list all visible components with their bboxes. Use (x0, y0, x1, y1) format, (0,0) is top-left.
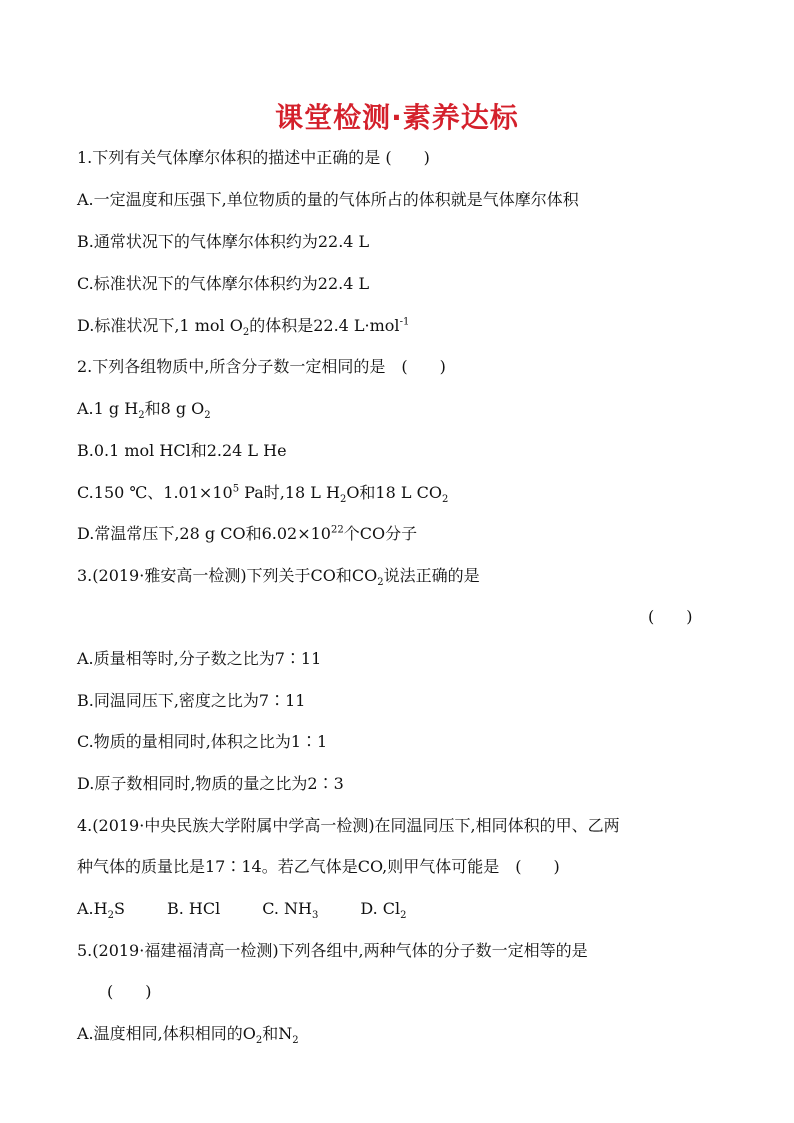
q1d-text-1: D.标准状况下,1 mol O (77, 316, 243, 335)
question-2-option-c (77, 482, 448, 504)
question-1-option-b: B.通常状况下的气体摩尔体积约为22.4 L (77, 232, 370, 251)
q1d-sub: 2 (242, 327, 250, 339)
q2c-text-3: O和18 L CO (346, 483, 442, 502)
question-5-answer-paren: ( ) (107, 982, 152, 1001)
question-4-option-d (360, 899, 407, 922)
question-3-option-a: A.质量相等时,分子数之比为7∶11 (77, 649, 322, 668)
question-4-option-a (77, 899, 125, 922)
q2d-text-1: D.常温常压下,28 g CO和6.02×10 (77, 524, 331, 543)
q4c-sub: 3 (311, 910, 319, 922)
question-5-option-a (77, 1023, 299, 1045)
q4d-sub: 2 (400, 910, 407, 922)
q2c-sub-1: 2 (339, 494, 347, 506)
q4a-text-1: A.H (77, 899, 108, 918)
q2d-text-2: 个CO分子 (343, 524, 418, 543)
q3-stem-text-2: 说法正确的是 (383, 566, 480, 585)
q2a-text-1: A.1 g H (77, 399, 139, 418)
question-4-options (77, 898, 407, 920)
q1d-sup: -1 (399, 316, 410, 328)
q3-stem-text-1: 3.(2019·雅安高一检测)下列关于CO和CO (77, 566, 378, 585)
q2a-text-2: 和8 g O (144, 399, 205, 418)
question-5-stem: 5.(2019·福建福清高一检测)下列各组中,两种气体的分子数一定相等的是 (77, 941, 588, 960)
q1d-text-2: 的体积是22.4 L·mol (249, 316, 400, 335)
q5a-sub-1: 2 (255, 1035, 263, 1047)
question-2-stem: 2.下列各组物质中,所含分子数一定相同的是 ( ) (77, 357, 446, 376)
question-3-answer-paren: ( ) (648, 607, 693, 626)
q2a-sub-2: 2 (204, 410, 211, 422)
question-4-option-b: B. HCl (166, 899, 221, 918)
question-1-stem: 1.下列有关气体摩尔体积的描述中正确的是 ( ) (77, 148, 430, 167)
q2c-sup: 5 (232, 483, 240, 495)
question-2-option-d (77, 523, 417, 545)
page-title: 课堂检测·素养达标 (275, 101, 519, 134)
q4c-text: C. NH (262, 899, 312, 918)
question-2-option-b: B.0.1 mol HCl和2.24 L He (77, 441, 287, 460)
q4d-text: D. Cl (360, 899, 401, 918)
q4a-text-2: S (113, 899, 125, 918)
question-4-stem-line-1: 4.(2019·中央民族大学附属中学高一检测)在同温同压下,相同体积的甲、乙两 (77, 816, 620, 835)
q4a-sub: 2 (107, 910, 114, 922)
q5a-text-2: 和N (262, 1024, 293, 1043)
q3-stem-sub: 2 (377, 577, 384, 589)
question-3-option-b: B.同温同压下,密度之比为7∶11 (77, 691, 306, 710)
q2c-sub-2: 2 (441, 494, 449, 506)
question-3-option-d: D.原子数相同时,物质的量之比为2∶3 (77, 774, 344, 793)
q5a-text-1: A.温度相同,体积相同的O (77, 1024, 256, 1043)
question-1-option-a: A.一定温度和压强下,单位物质的量的气体所占的体积就是气体摩尔体积 (77, 190, 579, 209)
question-4-stem-line-2: 种气体的质量比是17∶14。若乙气体是CO,则甲气体可能是 ( ) (77, 857, 560, 876)
question-4-option-c (262, 899, 319, 922)
q2c-text-1: C.150 ℃、1.01×10 (77, 483, 233, 502)
question-1-option-d (77, 315, 409, 337)
question-3-option-c: C.物质的量相同时,体积之比为1∶1 (77, 732, 328, 751)
question-1-option-c: C.标准状况下的气体摩尔体积约为22.4 L (77, 274, 370, 293)
q2a-sub-1: 2 (138, 410, 145, 422)
q5a-sub-2: 2 (292, 1035, 299, 1047)
q2d-sup: 22 (330, 524, 344, 536)
q2c-text-2: Pa时,18 L H (239, 483, 340, 502)
question-2-option-a (77, 398, 211, 420)
question-3-stem (77, 565, 480, 587)
